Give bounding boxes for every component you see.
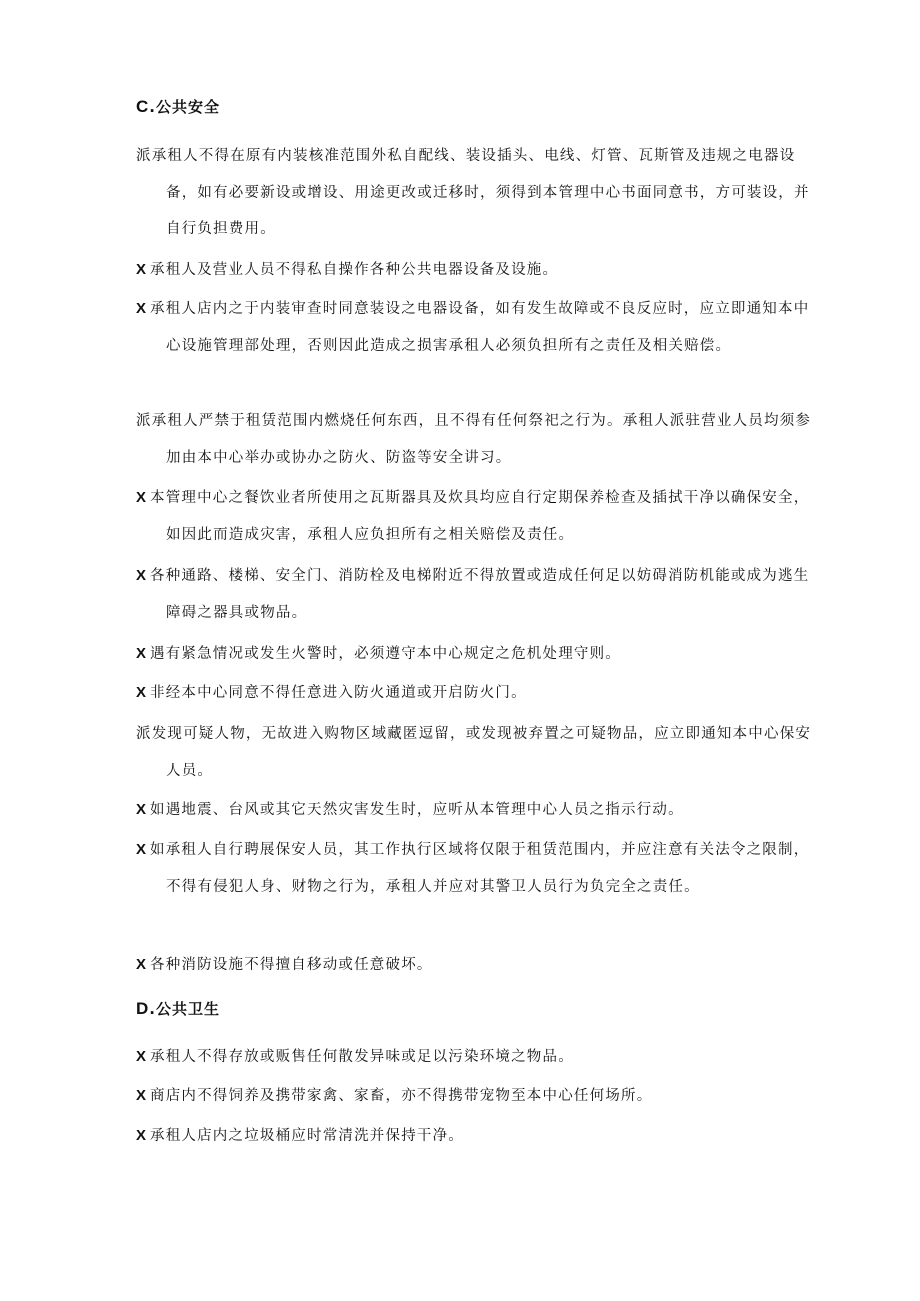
list-item <box>136 252 816 289</box>
item-text: 非经本中心同意不得任意进入防火通道或开启防火门。 <box>150 685 527 701</box>
item-marker: 派 <box>136 726 152 742</box>
item-text: 承租人严禁于租赁范围内燃烧任何东西，且不得有任何祭祀之行为。承租人派驻营业人员均须参加由本中心举办或协办之防火、防盗等安全讲习。 <box>151 413 812 466</box>
item-marker: X <box>136 1048 148 1065</box>
section-heading-c <box>136 96 220 117</box>
item-text: 本管理中心之餐饮业者所使用之瓦斯器具及炊具均应自行定期保养检查及插拭干净以确保安全，如因此而造成灾害，承租人应负担所有之相关赔偿及责任。 <box>150 490 810 543</box>
section-title: .公共卫生 <box>149 1000 220 1018</box>
item-marker: 派 <box>136 413 152 429</box>
item-marker: X <box>136 956 148 973</box>
item-text: 承租人不得在原有内装核准范围外私自配线、装设插头、电线、灯管、瓦斯管及违规之电器设备，如有必要新设或增设、用途更改或迁移时，须得到本管理中心书面同意书，方可装设，并自行负担费用。 <box>151 148 810 237</box>
item-text: 承租人及营业人员不得私自操作各种公共电器设备及设施。 <box>150 262 559 278</box>
item-marker: 派 <box>136 148 152 164</box>
item-marker: X <box>136 1127 148 1144</box>
list-item <box>136 792 816 829</box>
list-item <box>136 1039 816 1076</box>
item-text: 各种消防设施不得擅自移动或任意破坏。 <box>150 957 433 973</box>
item-text: 遇有紧急情况或发生火警时，必须遵守本中心规定之危机处理守则。 <box>150 646 621 662</box>
item-text: 如遇地震、台风或其它天然灾害发生时，应听从本管理中心人员之指示行动。 <box>150 802 684 818</box>
item-marker: X <box>136 801 148 818</box>
list-item <box>136 558 816 631</box>
item-marker: X <box>136 261 148 278</box>
item-text: 如承租人自行聘展保安人员，其工作执行区域将仅限于租赁范围内，并应注意有关法令之限制，不得有侵犯人身、财物之行为，承租人并应对其警卫人员行为负完全之责任。 <box>150 842 810 895</box>
item-text: 承租人店内之于内装审查时同意装设之电器设备，如有发生故障或不良反应时，应立即通知本中心设施管理部处理，否则因此造成之损害承租人必须负担所有之责任及相关赔偿。 <box>150 301 810 354</box>
item-marker: X <box>136 489 148 506</box>
item-text: 发现可疑人物，无故进入购物区域藏匿逗留，或发现被弃置之可疑物品，应立即通知本中心保安人员。 <box>151 726 812 779</box>
list-item <box>136 636 816 673</box>
item-marker: X <box>136 300 148 317</box>
list-item <box>136 1078 816 1115</box>
item-marker: X <box>136 645 148 662</box>
section-letter: C <box>136 97 150 116</box>
item-marker: X <box>136 684 148 701</box>
list-item <box>136 947 816 984</box>
list-item <box>136 1118 816 1155</box>
list-item <box>136 138 816 248</box>
list-item <box>136 716 816 789</box>
item-marker: X <box>136 567 148 584</box>
item-text: 承租人店内之垃圾桶应时常清洗并保持干净。 <box>150 1128 464 1144</box>
section-letter: D <box>136 999 150 1018</box>
section-heading-d <box>136 998 220 1019</box>
item-text: 各种通路、楼梯、安全门、消防栓及电梯附近不得放置或造成任何足以妨碍消防机能或成为逃生障碍之器具或物品。 <box>150 568 810 621</box>
list-item <box>136 480 816 553</box>
item-marker: X <box>136 841 148 858</box>
item-marker: X <box>136 1087 148 1104</box>
list-item <box>136 832 816 905</box>
list-item <box>136 675 816 712</box>
item-text: 承租人不得存放或贩售任何散发异味或足以污染环境之物品。 <box>150 1049 574 1065</box>
section-title: .公共安全 <box>149 98 220 116</box>
list-item <box>136 291 816 364</box>
item-text: 商店内不得饲养及携带家禽、家畜，亦不得携带宠物至本中心任何场所。 <box>150 1088 653 1104</box>
list-item <box>136 403 816 476</box>
